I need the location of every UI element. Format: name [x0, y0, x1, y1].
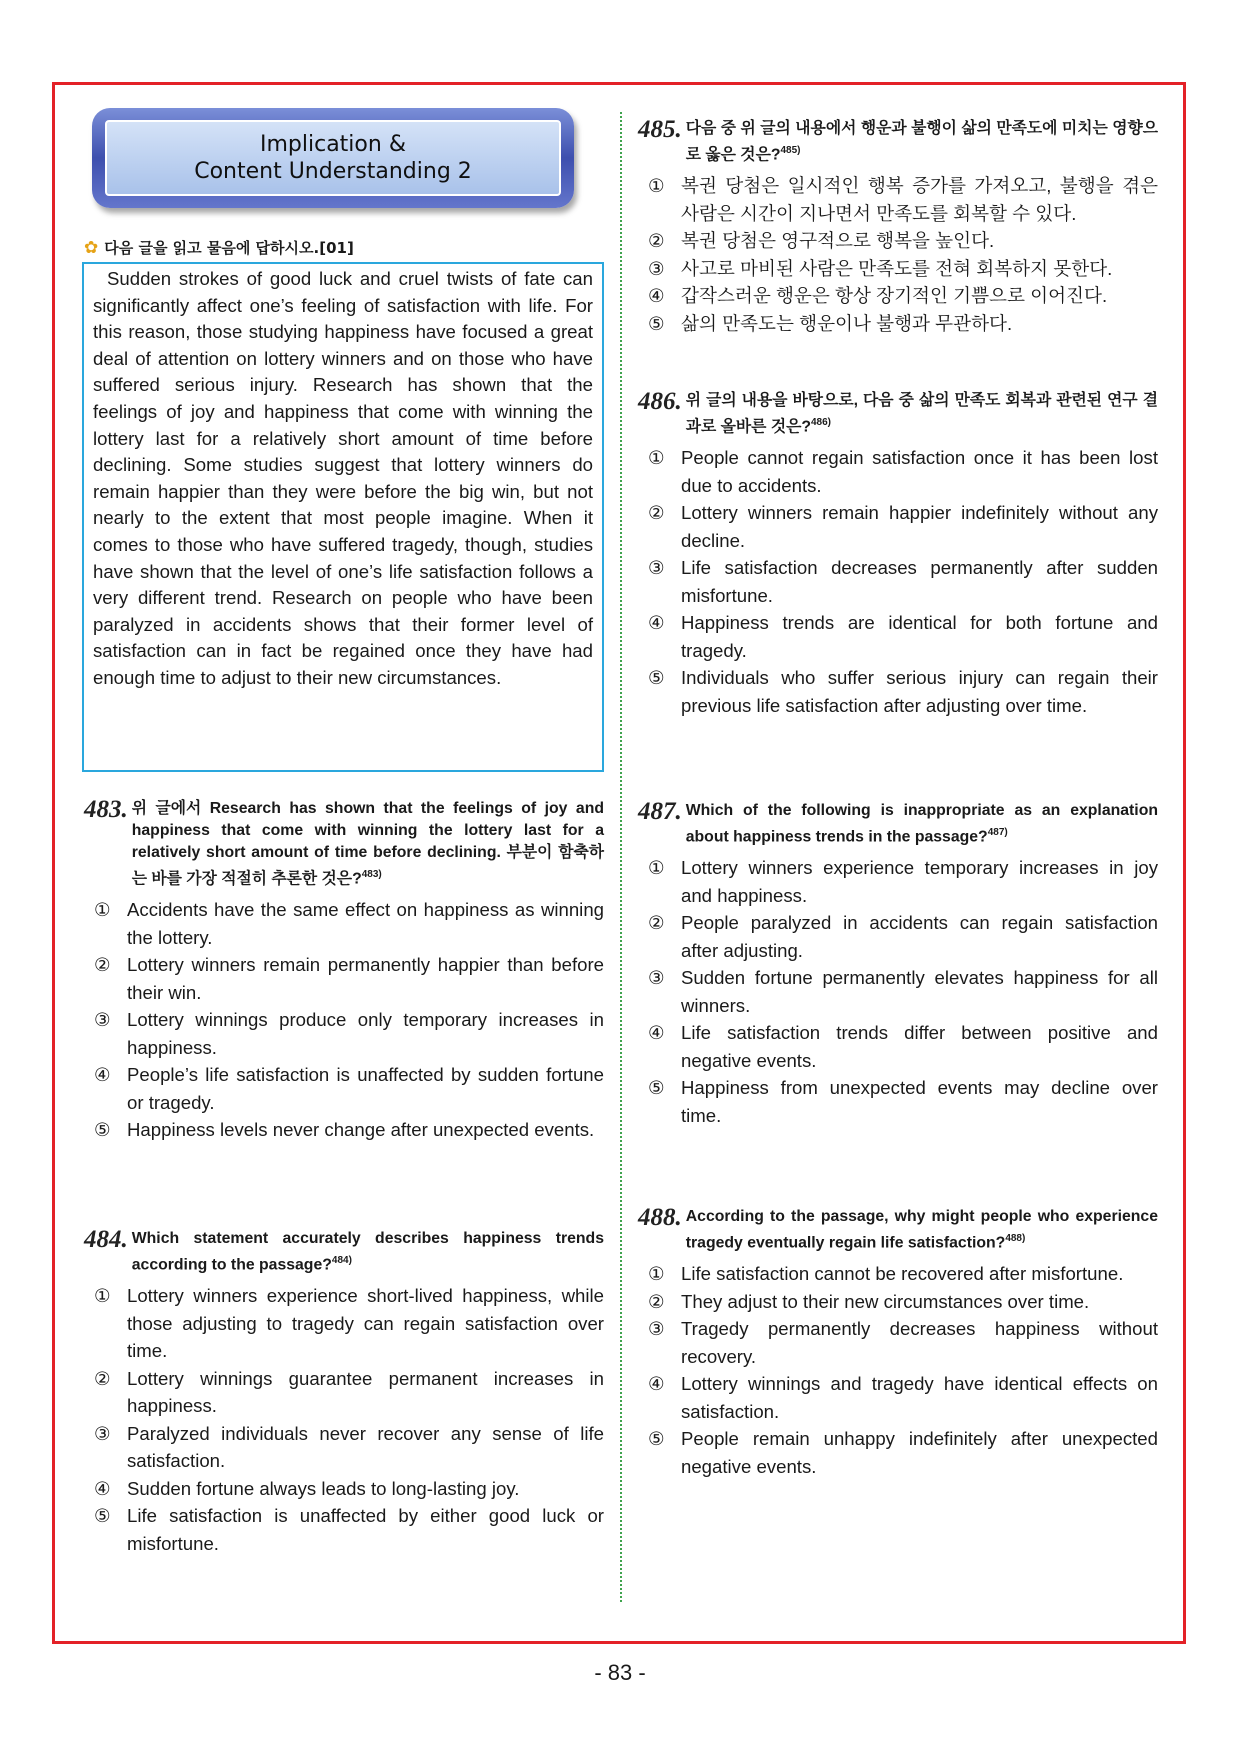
option-number: ⑤ [648, 667, 665, 689]
answer-option[interactable] [638, 554, 1158, 609]
option-number: ② [648, 1290, 665, 1312]
answer-options [84, 896, 604, 1144]
option-number: ③ [648, 257, 665, 279]
option-number: ④ [94, 1477, 111, 1499]
instruction-text: 다음 글을 읽고 물음에 답하시오.[01] [104, 239, 354, 257]
page-number: - 83 - [594, 1660, 646, 1685]
option-number: ③ [648, 967, 665, 989]
answer-option[interactable] [84, 1475, 604, 1503]
question-ref: 485) [780, 145, 801, 156]
section-title [105, 120, 561, 196]
option-text: Paralyzed individuals never recover any sense of life satisfaction. [127, 1422, 604, 1472]
answer-option[interactable] [638, 1370, 1158, 1425]
question-ref: 483) [361, 869, 382, 880]
option-number: ② [94, 954, 111, 976]
option-number: ① [94, 1285, 111, 1307]
answer-option[interactable] [638, 282, 1158, 310]
question-486 [638, 390, 1158, 719]
answer-option[interactable] [638, 227, 1158, 255]
option-text: Lottery winnings and tragedy have identical effects on satisfaction. [681, 1373, 1158, 1422]
answer-option[interactable] [638, 609, 1158, 664]
answer-option[interactable] [638, 854, 1158, 909]
option-text: Life satisfaction cannot be recovered after misfortune. [681, 1263, 1124, 1285]
question-stem [686, 390, 1158, 438]
option-number: ⑤ [94, 1505, 111, 1527]
option-text: Lottery winners remain happier indefinitely without any decline. [681, 502, 1158, 551]
answer-option[interactable] [84, 1006, 604, 1061]
answer-option[interactable] [638, 255, 1158, 283]
answer-option[interactable] [638, 1425, 1158, 1480]
question-487 [638, 800, 1158, 1129]
option-text: Sudden fortune always leads to long-lasting joy. [127, 1477, 520, 1499]
option-text: Lottery winners experience temporary increases in joy and happiness. [681, 857, 1158, 906]
option-number: ⑤ [648, 1077, 665, 1099]
option-number: ② [94, 1367, 111, 1389]
flower-icon: ✿ [84, 237, 99, 258]
option-text: Individuals who suffer serious injury can regain their previous life satisfaction after adjusting over time. [681, 667, 1158, 716]
option-number: ⑤ [648, 312, 665, 334]
question-488 [638, 1206, 1158, 1480]
option-text: 복권 당첨은 일시적인 행복 증가를 가져오고, 불행을 겪은 사람은 시간이 지나면서 만족도를 회복할 수 있다. [681, 175, 1158, 224]
answer-option[interactable] [638, 1288, 1158, 1316]
option-text: People paralyzed in accidents can regain satisfaction after adjusting. [681, 912, 1158, 961]
option-text: Happiness trends are identical for both fortune and tragedy. [681, 612, 1158, 661]
option-text: Happiness levels never change after unexpected events. [127, 1119, 595, 1141]
question-number: 485. [638, 116, 682, 143]
option-text: Accidents have the same effect on happiness as winning the lottery. [127, 899, 604, 948]
instruction [84, 237, 354, 258]
question-ref: 487) [987, 827, 1008, 838]
answer-option[interactable] [84, 1116, 604, 1144]
question-stem [686, 118, 1158, 166]
answer-option[interactable] [638, 1260, 1158, 1288]
section-title-banner [92, 108, 574, 208]
column-divider [620, 112, 622, 1602]
question-stem [132, 1228, 604, 1276]
option-number: ④ [648, 612, 665, 634]
question-number: 486. [638, 388, 682, 415]
answer-option[interactable] [638, 1019, 1158, 1074]
question-text: 다음 중 위 글의 내용에서 행운과 불행이 삶의 만족도에 미치는 영향으로 옳은 것은? [685, 120, 1158, 164]
question-stem [132, 798, 604, 890]
option-text: Tragedy permanently decreases happiness without recovery. [681, 1318, 1158, 1367]
option-text: People remain unhappy indefinitely after unexpected negative events. [681, 1428, 1158, 1477]
option-number: ⑤ [648, 1428, 665, 1450]
reading-passage: Sudden strokes of good luck and cruel twists of fate can significantly affect one’s feeling of satisfaction with life. For this reason, those studying happiness have focused a great deal of attention on lottery winners and on those who have suffered serious injury. Research has shown that the feelings of joy and happiness that come with winning the lottery last for a relatively short amount of time before declining. Some studies suggest that lottery winners do remain happier than they were before the big win, but not nearly to the extent that most people imagine. When it comes to those who have suffered tragedy, though, studies have shown that the level of one’s life satisfaction follows a very different trend. Research on people who have been paralyzed in accidents shows that their former level of satisfaction can in fact be regained once they have had enough time to adjust to their new circumstances. [82, 262, 604, 772]
answer-option[interactable] [638, 310, 1158, 338]
question-text: 위 글에서 Research has shown that the feelings of joy and happiness that come with winning the lottery last for a relatively short amount of time before declining. 부분이 함축하는 바를 가장 적절히 추론한 것은? [131, 800, 604, 888]
answer-option[interactable] [638, 909, 1158, 964]
answer-option[interactable] [84, 896, 604, 951]
option-number: ① [648, 1263, 665, 1285]
option-text: Life satisfaction is unaffected by either good luck or misfortune. [127, 1505, 604, 1554]
question-text: 위 글의 내용을 바탕으로, 다음 중 삶의 만족도 회복과 관련된 연구 결과로 올바른 것은? [685, 392, 1158, 436]
answer-option[interactable] [84, 1365, 604, 1420]
answer-options [638, 444, 1158, 719]
answer-option[interactable] [84, 1420, 604, 1475]
answer-option[interactable] [638, 664, 1158, 719]
question-number: 483. [84, 796, 128, 823]
option-text: People cannot regain satisfaction once it has been lost due to accidents. [681, 447, 1158, 496]
question-ref: 488) [1005, 1233, 1026, 1244]
option-number: ③ [648, 1318, 665, 1340]
question-485 [638, 118, 1158, 337]
answer-option[interactable] [638, 1315, 1158, 1370]
option-number: ④ [648, 1022, 665, 1044]
option-text: Lottery winnings produce only temporary increases in happiness. [127, 1009, 604, 1058]
option-number: ⑤ [94, 1119, 111, 1141]
option-text: 복권 당첨은 영구적으로 행복을 높인다. [681, 230, 995, 252]
question-text: Which statement accurately describes happiness trends according to the passage? [131, 1230, 604, 1274]
option-text: 사고로 마비된 사람은 만족도를 전혀 회복하지 못한다. [681, 257, 1113, 279]
option-number: ④ [94, 1064, 111, 1086]
question-number: 488. [638, 1204, 682, 1231]
answer-options [84, 1282, 604, 1557]
question-ref: 486) [811, 417, 832, 428]
option-text: Lottery winners experience short-lived happiness, while those adjusting to tragedy can regain satisfaction over time. [127, 1285, 604, 1362]
answer-options [638, 854, 1158, 1129]
option-number: ① [648, 857, 665, 879]
question-stem [686, 800, 1158, 848]
option-text: Lottery winnings guarantee permanent increases in happiness. [127, 1367, 604, 1417]
option-text: Happiness from unexpected events may decline over time. [681, 1077, 1158, 1126]
question-number: 487. [638, 798, 682, 825]
option-number: ① [648, 447, 665, 469]
question-stem [686, 1206, 1158, 1254]
section-title-line2: Content Understanding 2 [194, 159, 472, 184]
answer-option[interactable] [638, 499, 1158, 554]
section-title-line1: Implication & [260, 132, 406, 157]
option-text: They adjust to their new circumstances over time. [681, 1290, 1090, 1312]
option-number: ① [648, 175, 665, 197]
option-text: 갑작스러운 행운은 항상 장기적인 기쁨으로 이어진다. [681, 285, 1108, 307]
answer-option[interactable] [84, 1061, 604, 1116]
answer-option[interactable] [84, 951, 604, 1006]
option-text: People’s life satisfaction is unaffected by sudden fortune or tragedy. [127, 1064, 604, 1113]
option-text: Lottery winners remain permanently happier than before their win. [127, 954, 604, 1003]
question-ref: 484) [331, 1255, 352, 1266]
option-number: ④ [648, 285, 665, 307]
answer-option[interactable] [638, 964, 1158, 1019]
question-484 [84, 1228, 604, 1557]
option-text: Life satisfaction trends differ between positive and negative events. [681, 1022, 1158, 1071]
question-483 [84, 798, 604, 1144]
option-text: Life satisfaction decreases permanently after sudden misfortune. [681, 557, 1158, 606]
answer-option[interactable] [638, 444, 1158, 499]
answer-option[interactable] [84, 1282, 604, 1365]
option-number: ② [648, 912, 665, 934]
option-number: ③ [94, 1009, 111, 1031]
answer-option[interactable] [638, 1074, 1158, 1129]
question-number: 484. [84, 1226, 128, 1253]
answer-option[interactable] [638, 172, 1158, 227]
option-number: ③ [648, 557, 665, 579]
answer-option[interactable] [84, 1502, 604, 1557]
question-text: Which of the following is inappropriate as an explanation about happiness trends in the passage? [685, 802, 1158, 846]
option-number: ③ [94, 1422, 111, 1444]
question-text: According to the passage, why might people who experience tragedy eventually regain life satisfaction? [685, 1208, 1158, 1252]
option-number: ② [648, 230, 665, 252]
option-number: ④ [648, 1373, 665, 1395]
option-text: 삶의 만족도는 행운이나 불행과 무관하다. [681, 312, 1013, 334]
answer-options [638, 1260, 1158, 1480]
option-text: Sudden fortune permanently elevates happiness for all winners. [681, 967, 1158, 1016]
answer-options [638, 172, 1158, 337]
option-number: ② [648, 502, 665, 524]
option-number: ① [94, 899, 111, 921]
